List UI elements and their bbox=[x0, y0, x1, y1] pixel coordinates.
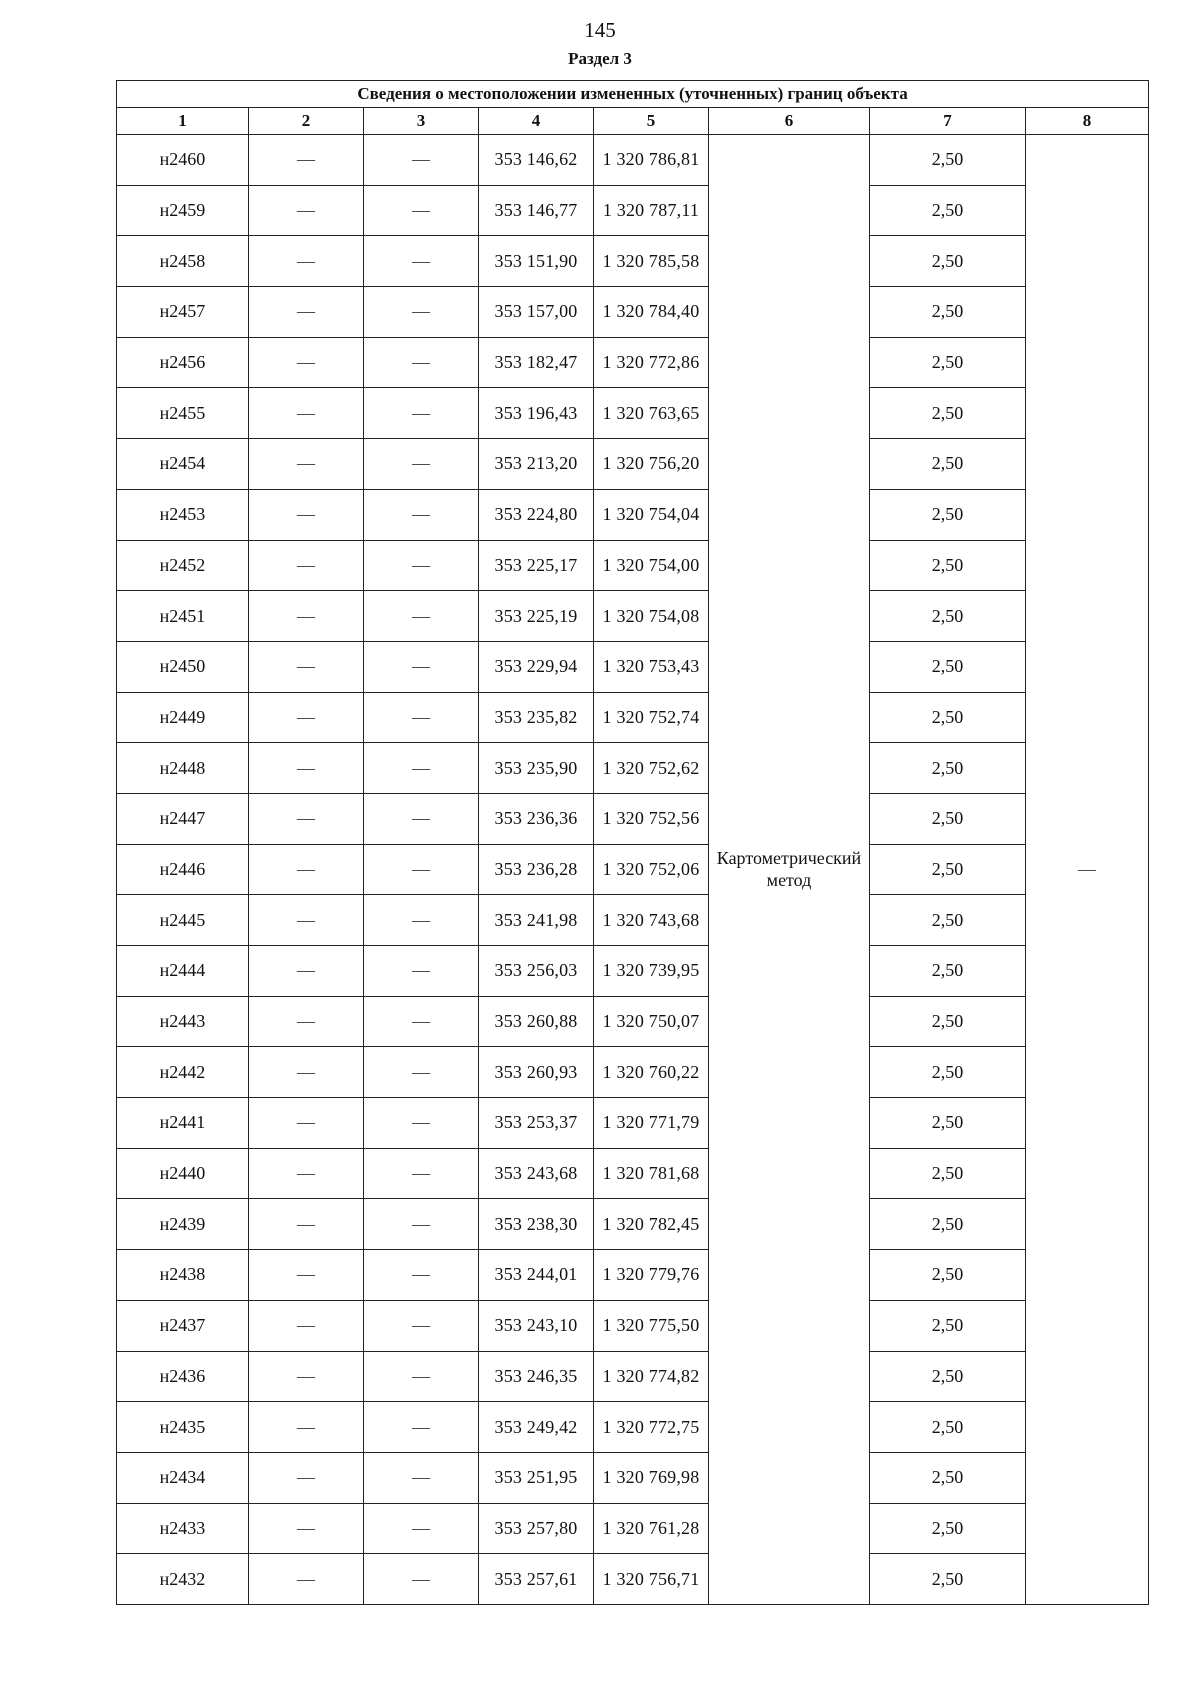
y-coordinate-cell: 1 320 756,71 bbox=[594, 1554, 709, 1605]
y-coordinate-cell: 1 320 756,20 bbox=[594, 439, 709, 490]
y-coordinate-cell: 1 320 774,82 bbox=[594, 1351, 709, 1402]
accuracy-cell: 2,50 bbox=[870, 692, 1026, 743]
col3-dash-cell: — bbox=[364, 337, 479, 388]
x-coordinate-cell: 353 251,95 bbox=[479, 1452, 594, 1503]
table-row bbox=[117, 591, 1149, 642]
accuracy-cell: 2,50 bbox=[870, 895, 1026, 946]
point-number-cell: н2456 bbox=[117, 337, 249, 388]
point-number-cell: н2449 bbox=[117, 692, 249, 743]
accuracy-cell: 2,50 bbox=[870, 337, 1026, 388]
table-row bbox=[117, 489, 1149, 540]
accuracy-cell: 2,50 bbox=[870, 439, 1026, 490]
accuracy-cell: 2,50 bbox=[870, 641, 1026, 692]
x-coordinate-cell: 353 146,62 bbox=[479, 135, 594, 186]
col3-dash-cell: — bbox=[364, 844, 479, 895]
x-coordinate-cell: 353 260,93 bbox=[479, 1047, 594, 1098]
col3-dash-cell: — bbox=[364, 1098, 479, 1149]
col2-dash-cell: — bbox=[249, 692, 364, 743]
accuracy-cell: 2,50 bbox=[870, 1503, 1026, 1554]
x-coordinate-cell: 353 253,37 bbox=[479, 1098, 594, 1149]
col2-dash-cell: — bbox=[249, 439, 364, 490]
point-number-cell: н2443 bbox=[117, 996, 249, 1047]
accuracy-cell: 2,50 bbox=[870, 1351, 1026, 1402]
table-row bbox=[117, 439, 1149, 490]
table-row bbox=[117, 1554, 1149, 1605]
col3-dash-cell: — bbox=[364, 895, 479, 946]
accuracy-cell: 2,50 bbox=[870, 1250, 1026, 1301]
point-number-cell: н2445 bbox=[117, 895, 249, 946]
col3-dash-cell: — bbox=[364, 1402, 479, 1453]
point-number-cell: н2442 bbox=[117, 1047, 249, 1098]
table-row bbox=[117, 1250, 1149, 1301]
y-coordinate-cell: 1 320 763,65 bbox=[594, 388, 709, 439]
col2-dash-cell: — bbox=[249, 641, 364, 692]
method-cell: Картометрический метод bbox=[709, 135, 870, 1605]
table-row bbox=[117, 185, 1149, 236]
col3-dash-cell: — bbox=[364, 1300, 479, 1351]
col3-dash-cell: — bbox=[364, 1351, 479, 1402]
x-coordinate-cell: 353 249,42 bbox=[479, 1402, 594, 1453]
col3-dash-cell: — bbox=[364, 1199, 479, 1250]
point-number-cell: н2433 bbox=[117, 1503, 249, 1554]
accuracy-cell: 2,50 bbox=[870, 844, 1026, 895]
x-coordinate-cell: 353 236,28 bbox=[479, 844, 594, 895]
y-coordinate-cell: 1 320 782,45 bbox=[594, 1199, 709, 1250]
col8-dash-cell: — bbox=[1026, 135, 1149, 1605]
y-coordinate-cell: 1 320 750,07 bbox=[594, 996, 709, 1047]
col3-dash-cell: — bbox=[364, 692, 479, 743]
point-number-cell: н2447 bbox=[117, 793, 249, 844]
x-coordinate-cell: 353 182,47 bbox=[479, 337, 594, 388]
y-coordinate-cell: 1 320 772,86 bbox=[594, 337, 709, 388]
accuracy-cell: 2,50 bbox=[870, 1554, 1026, 1605]
point-number-cell: н2437 bbox=[117, 1300, 249, 1351]
col2-dash-cell: — bbox=[249, 1503, 364, 1554]
y-coordinate-cell: 1 320 754,00 bbox=[594, 540, 709, 591]
col3-dash-cell: — bbox=[364, 185, 479, 236]
point-number-cell: н2452 bbox=[117, 540, 249, 591]
column-header: 7 bbox=[870, 108, 1026, 135]
accuracy-cell: 2,50 bbox=[870, 1098, 1026, 1149]
point-number-cell: н2458 bbox=[117, 236, 249, 287]
y-coordinate-cell: 1 320 754,04 bbox=[594, 489, 709, 540]
col3-dash-cell: — bbox=[364, 135, 479, 186]
col2-dash-cell: — bbox=[249, 996, 364, 1047]
point-number-cell: н2454 bbox=[117, 439, 249, 490]
y-coordinate-cell: 1 320 752,56 bbox=[594, 793, 709, 844]
y-coordinate-cell: 1 320 771,79 bbox=[594, 1098, 709, 1149]
col3-dash-cell: — bbox=[364, 1250, 479, 1301]
column-header: 6 bbox=[709, 108, 870, 135]
y-coordinate-cell: 1 320 772,75 bbox=[594, 1402, 709, 1453]
accuracy-cell: 2,50 bbox=[870, 793, 1026, 844]
table-row bbox=[117, 1098, 1149, 1149]
y-coordinate-cell: 1 320 761,28 bbox=[594, 1503, 709, 1554]
col2-dash-cell: — bbox=[249, 895, 364, 946]
x-coordinate-cell: 353 256,03 bbox=[479, 946, 594, 997]
point-number-cell: н2460 bbox=[117, 135, 249, 186]
accuracy-cell: 2,50 bbox=[870, 946, 1026, 997]
x-coordinate-cell: 353 236,36 bbox=[479, 793, 594, 844]
col2-dash-cell: — bbox=[249, 1351, 364, 1402]
col2-dash-cell: — bbox=[249, 388, 364, 439]
x-coordinate-cell: 353 246,35 bbox=[479, 1351, 594, 1402]
point-number-cell: н2455 bbox=[117, 388, 249, 439]
point-number-cell: н2441 bbox=[117, 1098, 249, 1149]
point-number-cell: н2439 bbox=[117, 1199, 249, 1250]
y-coordinate-cell: 1 320 752,62 bbox=[594, 743, 709, 794]
y-coordinate-cell: 1 320 786,81 bbox=[594, 135, 709, 186]
y-coordinate-cell: 1 320 739,95 bbox=[594, 946, 709, 997]
column-header: 2 bbox=[249, 108, 364, 135]
point-number-cell: н2446 bbox=[117, 844, 249, 895]
y-coordinate-cell: 1 320 754,08 bbox=[594, 591, 709, 642]
y-coordinate-cell: 1 320 787,11 bbox=[594, 185, 709, 236]
accuracy-cell: 2,50 bbox=[870, 743, 1026, 794]
col2-dash-cell: — bbox=[249, 844, 364, 895]
table-row bbox=[117, 946, 1149, 997]
col3-dash-cell: — bbox=[364, 591, 479, 642]
point-number-cell: н2459 bbox=[117, 185, 249, 236]
table-row bbox=[117, 1503, 1149, 1554]
col3-dash-cell: — bbox=[364, 540, 479, 591]
column-header: 1 bbox=[117, 108, 249, 135]
col2-dash-cell: — bbox=[249, 1402, 364, 1453]
col2-dash-cell: — bbox=[249, 1250, 364, 1301]
y-coordinate-cell: 1 320 785,58 bbox=[594, 236, 709, 287]
table-body bbox=[117, 135, 1149, 1605]
column-header: 5 bbox=[594, 108, 709, 135]
col3-dash-cell: — bbox=[364, 236, 479, 287]
accuracy-cell: 2,50 bbox=[870, 1199, 1026, 1250]
y-coordinate-cell: 1 320 769,98 bbox=[594, 1452, 709, 1503]
x-coordinate-cell: 353 235,90 bbox=[479, 743, 594, 794]
y-coordinate-cell: 1 320 752,74 bbox=[594, 692, 709, 743]
y-coordinate-cell: 1 320 779,76 bbox=[594, 1250, 709, 1301]
x-coordinate-cell: 353 243,68 bbox=[479, 1148, 594, 1199]
col2-dash-cell: — bbox=[249, 489, 364, 540]
x-coordinate-cell: 353 151,90 bbox=[479, 236, 594, 287]
accuracy-cell: 2,50 bbox=[870, 185, 1026, 236]
col2-dash-cell: — bbox=[249, 1148, 364, 1199]
col3-dash-cell: — bbox=[364, 388, 479, 439]
column-header: 3 bbox=[364, 108, 479, 135]
col3-dash-cell: — bbox=[364, 489, 479, 540]
point-number-cell: н2440 bbox=[117, 1148, 249, 1199]
point-number-cell: н2435 bbox=[117, 1402, 249, 1453]
boundary-coordinates-table bbox=[116, 80, 1149, 1605]
accuracy-cell: 2,50 bbox=[870, 135, 1026, 186]
col3-dash-cell: — bbox=[364, 946, 479, 997]
col2-dash-cell: — bbox=[249, 287, 364, 338]
table-row bbox=[117, 287, 1149, 338]
col2-dash-cell: — bbox=[249, 946, 364, 997]
col3-dash-cell: — bbox=[364, 1452, 479, 1503]
y-coordinate-cell: 1 320 781,68 bbox=[594, 1148, 709, 1199]
col3-dash-cell: — bbox=[364, 287, 479, 338]
table-row bbox=[117, 1351, 1149, 1402]
x-coordinate-cell: 353 224,80 bbox=[479, 489, 594, 540]
col3-dash-cell: — bbox=[364, 641, 479, 692]
column-header: 4 bbox=[479, 108, 594, 135]
y-coordinate-cell: 1 320 760,22 bbox=[594, 1047, 709, 1098]
point-number-cell: н2451 bbox=[117, 591, 249, 642]
table-row bbox=[117, 135, 1149, 186]
x-coordinate-cell: 353 225,17 bbox=[479, 540, 594, 591]
col2-dash-cell: — bbox=[249, 236, 364, 287]
col2-dash-cell: — bbox=[249, 591, 364, 642]
col2-dash-cell: — bbox=[249, 793, 364, 844]
x-coordinate-cell: 353 225,19 bbox=[479, 591, 594, 642]
y-coordinate-cell: 1 320 784,40 bbox=[594, 287, 709, 338]
point-number-cell: н2444 bbox=[117, 946, 249, 997]
table-row bbox=[117, 793, 1149, 844]
col2-dash-cell: — bbox=[249, 135, 364, 186]
col2-dash-cell: — bbox=[249, 337, 364, 388]
col3-dash-cell: — bbox=[364, 996, 479, 1047]
x-coordinate-cell: 353 257,80 bbox=[479, 1503, 594, 1554]
table-row bbox=[117, 692, 1149, 743]
x-coordinate-cell: 353 196,43 bbox=[479, 388, 594, 439]
col2-dash-cell: — bbox=[249, 185, 364, 236]
col3-dash-cell: — bbox=[364, 1554, 479, 1605]
col3-dash-cell: — bbox=[364, 743, 479, 794]
point-number-cell: н2436 bbox=[117, 1351, 249, 1402]
table-row bbox=[117, 337, 1149, 388]
y-coordinate-cell: 1 320 753,43 bbox=[594, 641, 709, 692]
table-row bbox=[117, 540, 1149, 591]
point-number-cell: н2453 bbox=[117, 489, 249, 540]
x-coordinate-cell: 353 235,82 bbox=[479, 692, 594, 743]
x-coordinate-cell: 353 146,77 bbox=[479, 185, 594, 236]
accuracy-cell: 2,50 bbox=[870, 388, 1026, 439]
accuracy-cell: 2,50 bbox=[870, 1148, 1026, 1199]
col3-dash-cell: — bbox=[364, 1047, 479, 1098]
column-number-row bbox=[117, 108, 1149, 135]
accuracy-cell: 2,50 bbox=[870, 996, 1026, 1047]
table-row bbox=[117, 743, 1149, 794]
page-number: 145 bbox=[584, 18, 616, 42]
accuracy-cell: 2,50 bbox=[870, 1047, 1026, 1098]
col2-dash-cell: — bbox=[249, 1098, 364, 1149]
x-coordinate-cell: 353 257,61 bbox=[479, 1554, 594, 1605]
col2-dash-cell: — bbox=[249, 743, 364, 794]
col2-dash-cell: — bbox=[249, 1199, 364, 1250]
accuracy-cell: 2,50 bbox=[870, 287, 1026, 338]
col3-dash-cell: — bbox=[364, 793, 479, 844]
y-coordinate-cell: 1 320 752,06 bbox=[594, 844, 709, 895]
point-number-cell: н2432 bbox=[117, 1554, 249, 1605]
point-number-cell: н2438 bbox=[117, 1250, 249, 1301]
point-number-cell: н2457 bbox=[117, 287, 249, 338]
table-row bbox=[117, 1199, 1149, 1250]
table-row bbox=[117, 1300, 1149, 1351]
col3-dash-cell: — bbox=[364, 1503, 479, 1554]
table-row bbox=[117, 1047, 1149, 1098]
col3-dash-cell: — bbox=[364, 1148, 479, 1199]
x-coordinate-cell: 353 241,98 bbox=[479, 895, 594, 946]
x-coordinate-cell: 353 260,88 bbox=[479, 996, 594, 1047]
y-coordinate-cell: 1 320 743,68 bbox=[594, 895, 709, 946]
col2-dash-cell: — bbox=[249, 1300, 364, 1351]
table-row bbox=[117, 641, 1149, 692]
table-row bbox=[117, 388, 1149, 439]
col3-dash-cell: — bbox=[364, 439, 479, 490]
x-coordinate-cell: 353 157,00 bbox=[479, 287, 594, 338]
table-row bbox=[117, 895, 1149, 946]
accuracy-cell: 2,50 bbox=[870, 591, 1026, 642]
table-row bbox=[117, 844, 1149, 895]
accuracy-cell: 2,50 bbox=[870, 236, 1026, 287]
point-number-cell: н2448 bbox=[117, 743, 249, 794]
accuracy-cell: 2,50 bbox=[870, 540, 1026, 591]
x-coordinate-cell: 353 229,94 bbox=[479, 641, 594, 692]
section-title: Раздел 3 bbox=[568, 49, 632, 68]
accuracy-cell: 2,50 bbox=[870, 1300, 1026, 1351]
col2-dash-cell: — bbox=[249, 540, 364, 591]
accuracy-cell: 2,50 bbox=[870, 489, 1026, 540]
table-caption: Сведения о местоположении измененных (уточненных) границ объекта bbox=[117, 81, 1149, 108]
column-header: 8 bbox=[1026, 108, 1149, 135]
x-coordinate-cell: 353 213,20 bbox=[479, 439, 594, 490]
x-coordinate-cell: 353 238,30 bbox=[479, 1199, 594, 1250]
table-row bbox=[117, 1148, 1149, 1199]
col2-dash-cell: — bbox=[249, 1554, 364, 1605]
table-row bbox=[117, 236, 1149, 287]
accuracy-cell: 2,50 bbox=[870, 1402, 1026, 1453]
col2-dash-cell: — bbox=[249, 1452, 364, 1503]
x-coordinate-cell: 353 243,10 bbox=[479, 1300, 594, 1351]
x-coordinate-cell: 353 244,01 bbox=[479, 1250, 594, 1301]
col2-dash-cell: — bbox=[249, 1047, 364, 1098]
point-number-cell: н2434 bbox=[117, 1452, 249, 1503]
table-row bbox=[117, 1402, 1149, 1453]
accuracy-cell: 2,50 bbox=[870, 1452, 1026, 1503]
table-row bbox=[117, 996, 1149, 1047]
table-row bbox=[117, 1452, 1149, 1503]
point-number-cell: н2450 bbox=[117, 641, 249, 692]
y-coordinate-cell: 1 320 775,50 bbox=[594, 1300, 709, 1351]
